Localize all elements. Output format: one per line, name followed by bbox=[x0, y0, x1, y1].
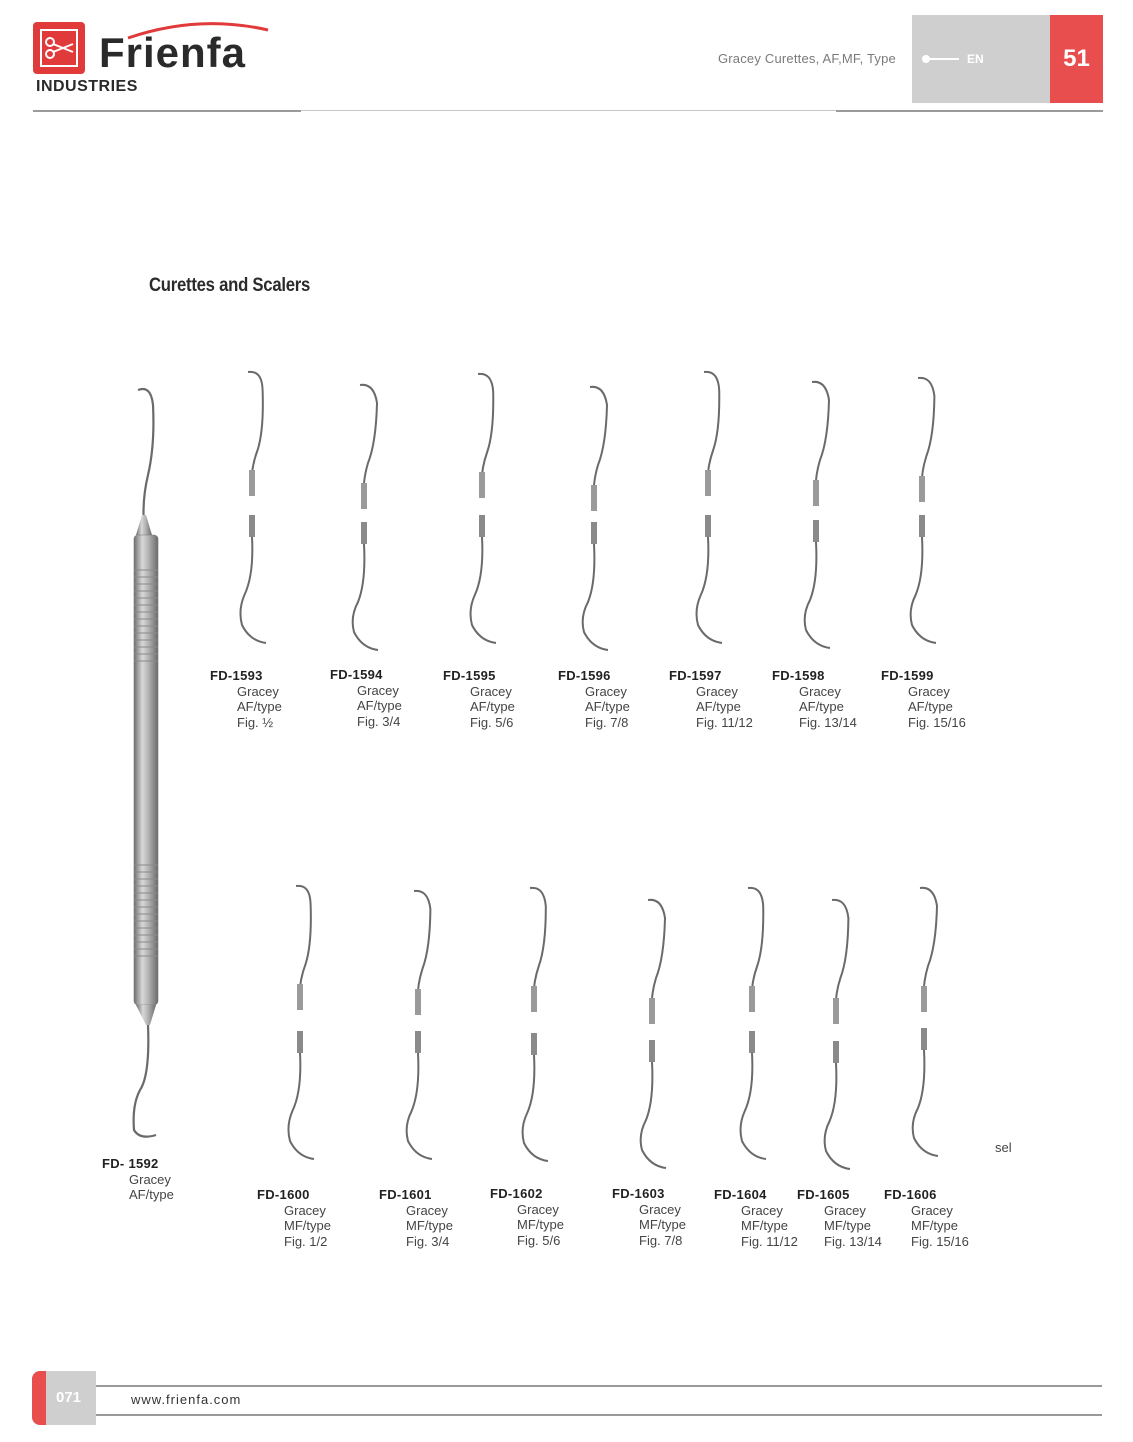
product-fig: Fig. 15/16 bbox=[908, 714, 966, 730]
product-type: MF/type bbox=[824, 1218, 871, 1233]
scissors-logo-icon bbox=[33, 22, 85, 74]
instrument-image-fd-1592 bbox=[118, 385, 178, 1150]
product-code: FD-1601 bbox=[379, 1187, 432, 1202]
instrument-image-fd-1601 bbox=[402, 889, 472, 1171]
footer-divider bbox=[96, 1414, 1102, 1416]
product-name: Gracey bbox=[799, 683, 841, 699]
product-code: FD-1595 bbox=[443, 668, 496, 683]
product-label-fd-1606 bbox=[884, 1187, 969, 1249]
product-label-fd-1601 bbox=[379, 1187, 453, 1249]
product-label-fd-1592 bbox=[102, 1156, 174, 1203]
header-divider bbox=[836, 110, 1103, 112]
product-name: Gracey bbox=[741, 1202, 783, 1218]
instrument-image-fd-1604 bbox=[736, 886, 806, 1171]
product-fig: Fig. 7/8 bbox=[639, 1232, 683, 1248]
footer-divider bbox=[96, 1385, 1102, 1387]
product-code: FD-1596 bbox=[558, 668, 611, 683]
product-fig: Fig. 5/6 bbox=[470, 714, 514, 730]
brand-logo bbox=[33, 20, 273, 96]
product-name: Gracey bbox=[908, 683, 950, 699]
product-label-fd-1605 bbox=[797, 1187, 882, 1249]
instrument-image-fd-1598 bbox=[800, 380, 870, 660]
truncated-text: sel bbox=[995, 1140, 1012, 1155]
product-type: MF/type bbox=[741, 1218, 788, 1233]
instrument-image-fd-1602 bbox=[518, 886, 588, 1173]
product-type: MF/type bbox=[639, 1217, 686, 1232]
product-code: FD-1606 bbox=[884, 1187, 937, 1202]
brand-name: Frienfa bbox=[99, 29, 247, 76]
product-label-fd-1593 bbox=[210, 668, 282, 730]
product-label-fd-1600 bbox=[257, 1187, 331, 1249]
instrument-image-fd-1600 bbox=[284, 884, 354, 1171]
product-type: MF/type bbox=[911, 1218, 958, 1233]
product-code: FD-1598 bbox=[772, 668, 825, 683]
product-name: Gracey bbox=[517, 1201, 559, 1217]
instrument-image-fd-1593 bbox=[236, 370, 306, 655]
product-code: FD-1600 bbox=[257, 1187, 310, 1202]
product-name: Gracey bbox=[824, 1202, 866, 1218]
instrument-image-fd-1606 bbox=[908, 886, 978, 1168]
product-fig: Fig. 13/14 bbox=[799, 714, 857, 730]
product-name: Gracey bbox=[357, 682, 399, 698]
instrument-image-fd-1596 bbox=[578, 385, 648, 662]
product-label-fd-1603 bbox=[612, 1186, 686, 1248]
product-name: Gracey bbox=[284, 1202, 326, 1218]
instrument-image-fd-1603 bbox=[636, 898, 706, 1180]
product-label-fd-1598 bbox=[772, 668, 857, 730]
instrument-image-fd-1595 bbox=[466, 372, 536, 655]
product-fig: Fig. 1/2 bbox=[284, 1233, 328, 1249]
product-name: Gracey bbox=[585, 683, 627, 699]
footer-website-link[interactable]: www.frienfa.com bbox=[131, 1392, 242, 1407]
product-type: AF/type bbox=[357, 698, 402, 713]
product-type: MF/type bbox=[517, 1217, 564, 1232]
product-fig: Fig. 7/8 bbox=[585, 714, 629, 730]
language-selector[interactable] bbox=[912, 15, 1050, 103]
footer-accent bbox=[32, 1371, 46, 1425]
product-name: Gracey bbox=[639, 1201, 681, 1217]
product-code: FD-1604 bbox=[714, 1187, 767, 1202]
product-code: FD-1603 bbox=[612, 1186, 665, 1201]
product-label-fd-1594 bbox=[330, 667, 402, 729]
product-name: Gracey bbox=[911, 1202, 953, 1218]
product-fig: Fig. 11/12 bbox=[741, 1233, 798, 1249]
header-divider bbox=[33, 110, 301, 112]
product-label-fd-1602 bbox=[490, 1186, 564, 1248]
instrument-image-fd-1605 bbox=[820, 898, 890, 1181]
product-code: FD-1599 bbox=[881, 668, 934, 683]
product-fig: Fig. 3/4 bbox=[357, 713, 401, 729]
language-label: EN bbox=[967, 52, 984, 66]
product-label-fd-1597 bbox=[669, 668, 753, 730]
section-title: Curettes and Scalers bbox=[149, 275, 311, 296]
product-label-fd-1599 bbox=[881, 668, 966, 730]
product-name: Gracey bbox=[470, 683, 512, 699]
product-code: FD-1597 bbox=[669, 668, 722, 683]
product-type: MF/type bbox=[406, 1218, 453, 1233]
product-code: FD-1594 bbox=[330, 667, 383, 682]
instrument-image-fd-1597 bbox=[692, 370, 762, 655]
product-type: AF/type bbox=[585, 699, 630, 714]
product-type: AF/type bbox=[799, 699, 844, 714]
product-type: AF/type bbox=[908, 699, 953, 714]
product-name: Gracey bbox=[696, 683, 738, 699]
header-title: Gracey Curettes, AF,MF, Type bbox=[717, 51, 896, 66]
instrument-image-fd-1594 bbox=[348, 383, 418, 662]
product-fig: Fig. 13/14 bbox=[824, 1233, 882, 1249]
brand-subtitle: INDUSTRIES bbox=[36, 78, 138, 95]
product-code: FD-1602 bbox=[490, 1186, 543, 1201]
product-type: AF/type bbox=[129, 1187, 174, 1202]
footer-page-number: 071 bbox=[56, 1389, 82, 1406]
product-fig: Fig. 3/4 bbox=[406, 1233, 450, 1249]
product-fig: Fig. 15/16 bbox=[911, 1233, 969, 1249]
product-code: FD-1605 bbox=[797, 1187, 850, 1202]
product-code: FD-1593 bbox=[210, 668, 263, 683]
product-label-fd-1596 bbox=[558, 668, 630, 730]
product-type: AF/type bbox=[470, 699, 515, 714]
product-fig: Fig. 11/12 bbox=[696, 714, 753, 730]
product-type: MF/type bbox=[284, 1218, 331, 1233]
product-code: FD- 1592 bbox=[102, 1156, 159, 1171]
product-fig: Fig. 5/6 bbox=[517, 1232, 561, 1248]
instrument-image-fd-1599 bbox=[906, 376, 976, 655]
product-name: Gracey bbox=[406, 1202, 448, 1218]
product-type: AF/type bbox=[696, 699, 741, 714]
header-divider bbox=[301, 110, 836, 111]
product-name: Gracey bbox=[237, 683, 279, 699]
product-name: Gracey bbox=[129, 1171, 171, 1187]
product-fig: Fig. ½ bbox=[237, 714, 274, 730]
product-type: AF/type bbox=[237, 699, 282, 714]
page-number: 51 bbox=[1050, 15, 1103, 103]
language-line-icon bbox=[929, 58, 959, 60]
product-label-fd-1595 bbox=[443, 668, 515, 730]
footer-page-tab bbox=[32, 1371, 96, 1425]
product-label-fd-1604 bbox=[714, 1187, 798, 1249]
